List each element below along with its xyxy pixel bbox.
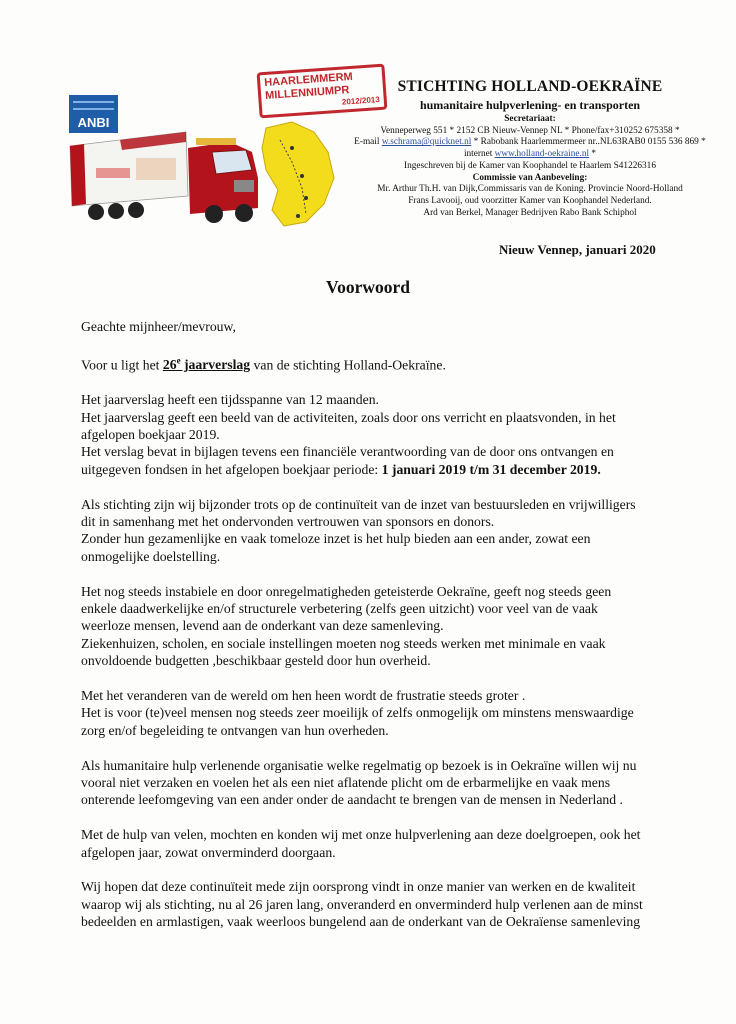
paragraph-line: Het nog steeds instabiele en door onregelmatigheden geteisterde Oekraïne, geeft nog steeds geen <box>81 583 612 599</box>
page-heading: Voorwoord <box>326 277 410 297</box>
report-number-value: 26 <box>162 357 177 373</box>
paragraph-line: Met het veranderen van de wereld om hen heen wordt de frustratie steeds groter . <box>81 688 526 704</box>
intro-paragraph <box>81 353 701 374</box>
paragraph-line: afgelopen boekjaar 2019. <box>81 426 220 442</box>
internet-suffix: * <box>589 149 597 160</box>
report-word: jaarverslag <box>180 357 251 373</box>
paragraph-line: onvoldoende budgetten ,beschikbaar gesteld door hun overheid. <box>81 653 431 669</box>
paragraph-line: waarop wij als stichting, nu al 26 jaren lang, onveranderd en onverminderd hulp verlenen aan de minst <box>81 896 643 912</box>
organization-subtitle: humanitaire hulpverlening- en transporten <box>419 98 641 112</box>
stamp-line-2: MILLENNIUMPR <box>264 84 350 102</box>
paragraph-line: Ziekenhuizen, scholen, en sociale instellingen moeten nog steeds werken met minimale en vaak <box>81 635 606 651</box>
address-line: Venneperweg 551 * 2152 CB Nieuw-Vennep NL * Phone/fax+310252 675358 * <box>380 125 680 136</box>
organization-title: STICHTING HOLLAND-OEKRAÏNE <box>397 78 663 95</box>
truck-with-ukraine-map-image <box>66 118 336 230</box>
commission-heading: Commissie van Aanbeveling: <box>472 172 588 183</box>
anbi-logo-text: ANBI <box>77 115 110 130</box>
paragraph-line: afgelopen jaar, zowat onverminderd doorgaan. <box>81 844 336 860</box>
website-link[interactable]: www.holland-oekraine.nl <box>494 149 590 160</box>
letter-date: Nieuw Vennep, januari 2020 <box>499 242 656 257</box>
paragraph-line: Het jaarverslag geeft een beeld van de activiteiten, zoals door ons verricht en plaatsvonden, in het <box>81 409 616 425</box>
paragraph-line: weerloze mensen, levend aan de onderkant van deze samenleving. <box>81 618 444 634</box>
paragraph-line <box>81 461 701 478</box>
bank-line: * Rabobank Haarlemmermeer nr..NL63RAB0 0155 536 869 * <box>471 137 706 148</box>
haarlemmermeer-stamp <box>257 64 388 119</box>
paragraph-line: onmogelijke doelstelling. <box>81 548 221 564</box>
stamp-years: 2012/2013 <box>341 95 381 107</box>
commission-member-2: Frans Lavooij, oud voorzitter Kamer van Koophandel Nederland. <box>408 195 652 206</box>
email-link[interactable]: w.schrama@quicknet.nl <box>381 137 472 148</box>
kvk-line: Ingeschreven bij de Kamer van Koophandel te Haarlem S41226316 <box>404 160 656 171</box>
commission-member-1: Mr. Arthur Th.H. van Dijk,Commissaris van de Koning. Provincie Noord-Holland <box>377 184 683 195</box>
paragraph-line: Het is voor (te)veel mensen nog steeds zeer moeilijk of zelfs onmogelijk om minstens menswaardige <box>81 705 634 721</box>
email-prefix: E-mail <box>354 137 380 148</box>
paragraph-line: onterende leefomgeving van een ander onder de aandacht te brengen van de mensen in Nederland . <box>81 792 623 808</box>
paragraph-line: Als stichting zijn wij bijzonder trots op de continuïteit van de inzet van bestuursleden en vrijwilligers <box>81 496 636 512</box>
intro-text: Voor u ligt het <box>81 357 163 373</box>
paragraph-line: vooral niet verzaken en voelen het als een niet aflatende plicht om de erbarmelijke en vaak mens <box>81 775 611 791</box>
internet-line <box>340 149 720 161</box>
letter-body <box>81 318 701 931</box>
paragraph-line: Het verslag bevat in bijlagen tevens een financiële verantwoording van de door ons ontvangen en <box>81 444 614 460</box>
report-number-suffix: e <box>176 355 181 366</box>
period-label: uitgegeven fondsen in het afgelopen boekjaar periode: <box>81 461 382 477</box>
report-number <box>163 357 250 372</box>
paragraph-line: enkele daadwerkelijke en/of structurele verbetering (zelfs geen uitzicht) voor veel van de vaak <box>81 601 598 616</box>
intro-text-end: van de stichting Holland-Oekraïne. <box>250 357 446 373</box>
paragraph-line: Zonder hun gezamenlijke en vaak tomeloze inzet is het hulp bieden aan een ander, zowat een <box>81 531 591 547</box>
secretariat-heading: Secretariaat: <box>504 114 556 124</box>
salutation: Geachte mijnheer/mevrouw, <box>81 319 236 334</box>
email-bank-line <box>340 137 720 149</box>
letterhead-contact-block <box>340 114 720 219</box>
stamp-line-1: HAARLEMMERM <box>263 70 354 89</box>
paragraph-line: bedeelden en armlastigen, vaak weerloos bungelend aan de onderkant van de Oekraïense samenleving <box>81 914 641 930</box>
paragraph-line: Wij hopen dat deze continuïteit mede zijn oorsprong vindt in onze manier van werken en de kwaliteit <box>81 879 636 895</box>
internet-prefix: internet <box>463 149 493 160</box>
paragraph-line: dit in samenhang met het ondervonden vertrouwen van sponsors en donors. <box>81 513 495 529</box>
paragraph-line: Het jaarverslag heeft een tijdsspanne van 12 maanden. <box>81 392 379 408</box>
paragraph-line: Als humanitaire hulp verlenende organisatie welke regelmatig op bezoek is in Oekraïne willen wij nu <box>81 757 637 773</box>
paragraph-line: zorg en/of begeleiding te ontvangen van hun overheden. <box>81 722 389 738</box>
commission-member-3: Ard van Berkel, Manager Bedrijven Rabo Bank Schiphol <box>423 207 637 218</box>
paragraph-line: Met de hulp van velen, mochten en konden wij met onze hulpverlening aan deze doelgroepen, ook het <box>81 827 641 843</box>
period-value: 1 januari 2019 t/m 31 december 2019. <box>381 461 601 477</box>
anbi-stripe-icon <box>73 101 114 110</box>
